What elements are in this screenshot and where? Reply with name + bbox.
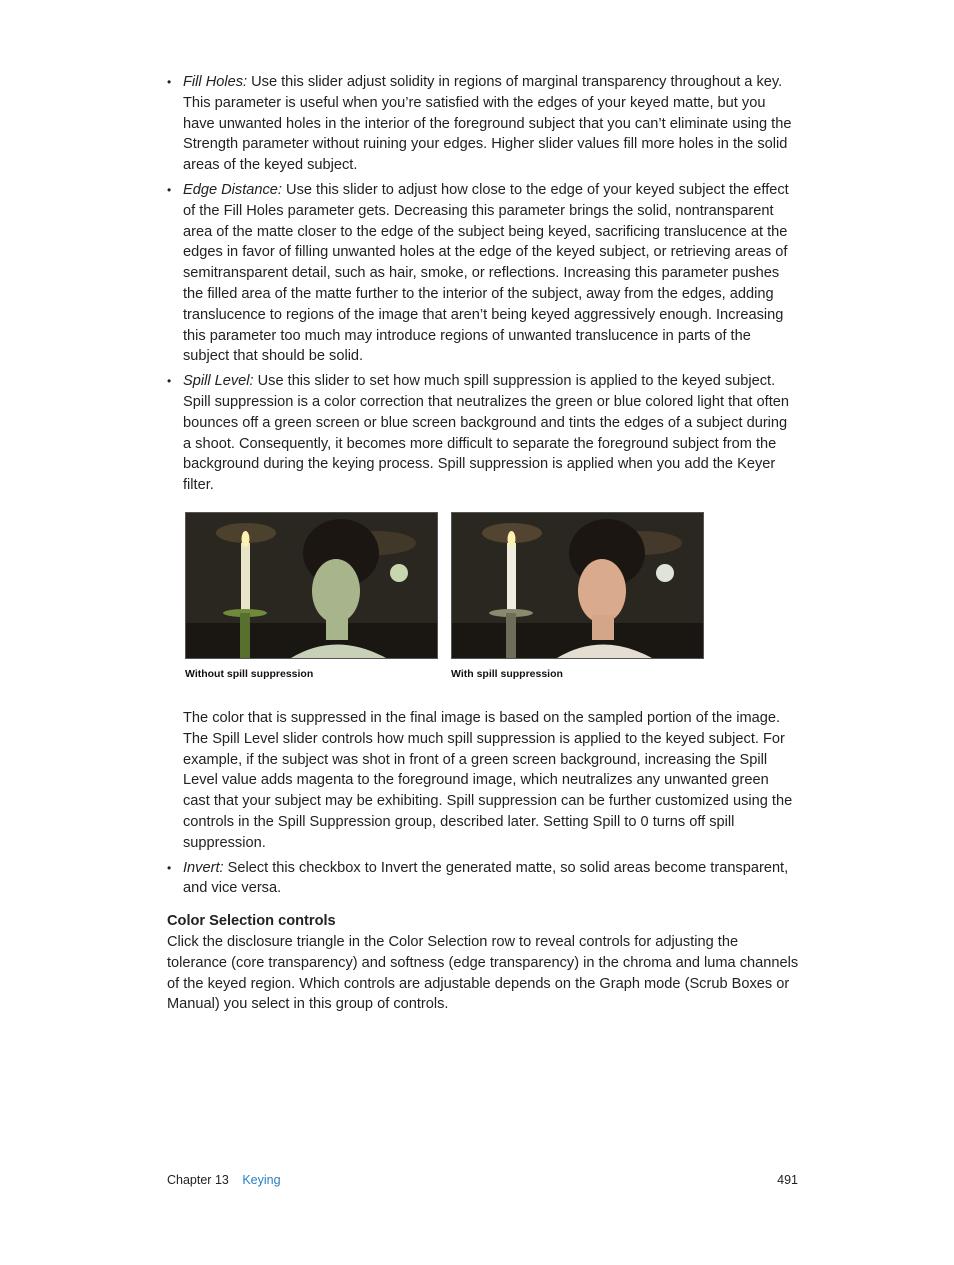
section-body: Click the disclosure triangle in the Color Selection row to reveal controls for adjusting the tolerance (core transparency) and softness (edge transparency) in the chroma and luma channels of the keyed region. Which controls are adjustable depends on the Graph mode (Scrub Boxes or Manual) you select in this group of controls. [167, 933, 799, 1013]
page-number: 491 [777, 1173, 798, 1187]
bullet-term: Edge Distance: [183, 181, 282, 198]
bullet-term: Fill Holes: [183, 74, 248, 90]
footer-chapter: Chapter 13 [167, 1173, 229, 1187]
section-heading: Color Selection controls [167, 913, 336, 930]
bullet-spill-level [167, 371, 799, 496]
photo-with-spill-suppression [451, 512, 704, 659]
photo-without-spill-suppression [185, 512, 438, 659]
page-footer [167, 1173, 798, 1187]
bullet-edge-distance [167, 180, 799, 367]
bullet-text: Use this slider adjust solidity in regions of marginal transparency throughout a key. This parameter is useful when you’re satisfied with the edges of your keyed matte, but you have unwanted holes in the interior of the foreground subject that you can’t eliminate using the Strength parameter without ruining your edges. Higher slider values fill more holes in the solid areas of the keyed subject. [183, 74, 792, 174]
comparison-figures [185, 512, 799, 698]
bullet-text: Select this checkbox to Invert the generated matte, so solid areas become transparent, and vice versa. [183, 859, 789, 897]
spill-level-continued: The color that is suppressed in the final image is based on the sampled portion of the image. The Spill Level slider controls how much spill suppression is applied to the keyed subject. For example, if the subject was shot in front of a green screen background, increasing the Spill Level value adds magenta to the foreground image, which neutralizes any unwanted green cast that your subject may be exhibiting. Spill suppression can be further customized using the controls in the Spill Suppression group, described later. Setting Spill to 0 turns off spill suppression. [183, 709, 793, 851]
figure-with-spill [451, 512, 704, 681]
figure-caption: With spill suppression [451, 667, 563, 680]
bullet-glyph: • [167, 75, 172, 89]
figure-caption: Without spill suppression [185, 667, 314, 680]
bullet-glyph: • [167, 860, 172, 875]
figure-without-spill [185, 512, 438, 681]
bullet-term: Invert: [183, 859, 224, 876]
portrait-image [186, 513, 437, 658]
portrait-image [452, 513, 703, 658]
bullet-invert [167, 858, 799, 900]
bullet-term: Spill Level: [183, 373, 254, 390]
bullet-text: Use this slider to adjust how close to the edge of your keyed subject the effect of the Fill Holes parameter gets. Decreasing this parameter brings the solid, nontransparent area of the matte closer to the edge of the subject being keyed, sacrificing translucence at the edges in favor of filling unwanted holes at the edge of the keyed subject, or retrieving areas of semitransparent detail, such as hair, smoke, or reflections. Increasing this parameter pushes the filled area of the matte further to the interior of the subject, away from the edges, adding translucence to regions of the image that aren’t being keyed aggressively enough. Increasing this parameter too much may introduce regions of unwanted translucence in parts of the subject that should be solid. [183, 181, 789, 365]
bullet-glyph: • [167, 182, 172, 197]
bullet-fill-holes [167, 72, 799, 176]
bullet-text: Use this slider to set how much spill suppression is applied to the keyed subject. Spill suppression is a color correction that neutralizes the green or blue colored light that often bounces off a green screen or blue screen background and tints the edges of a subject during a shoot. Consequently, it becomes more difficult to separate the foreground subject from the background during the keying process. Spill suppression is applied when you add the Keyer filter. [183, 373, 789, 494]
footer-chapter-link[interactable]: Keying [242, 1173, 281, 1187]
bullet-glyph: • [167, 374, 172, 389]
page-content [167, 72, 799, 1015]
